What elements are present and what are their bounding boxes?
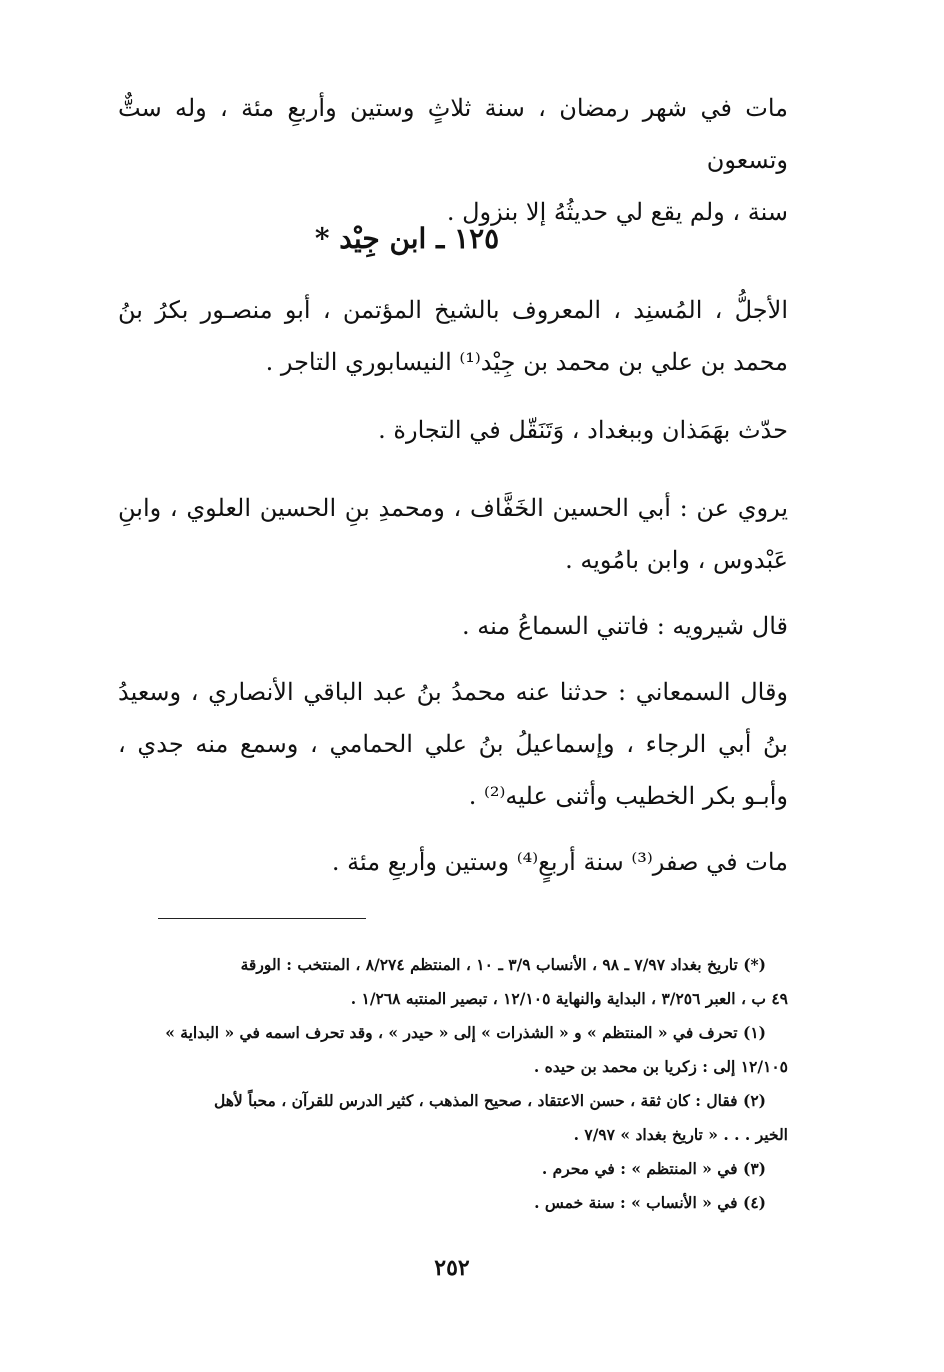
footnote-star-line-1: (*) تاريخ بغداد ٧/٩٧ ـ ٩٨ ، الأنساب ٣/٩ ـ ١٠ ، المنتظم ٨/٢٧٤ ، المنتخب : الورقة bbox=[240, 955, 766, 974]
page-number: ٢٥٢ bbox=[434, 1255, 470, 1281]
footnote-2-line-1: (٢) فقال : كان ثقة ، حسن الاعتقاد ، صحيح المذهب ، كثير الدرس للقرآن ، محباً لأهل bbox=[213, 1091, 766, 1110]
entry-paragraph-4 bbox=[118, 600, 788, 652]
entry-paragraph-2 bbox=[118, 404, 788, 456]
entry-paragraph-1 bbox=[118, 284, 788, 388]
opening-paragraph bbox=[118, 82, 788, 238]
footnote-4: (٤) في « الأنساب » : سنة خمس . bbox=[534, 1193, 766, 1212]
entry-paragraph-3 bbox=[118, 482, 788, 586]
entry-paragraph-2-text: حدّث بهَمَذان وببغداد ، وَتَنَقّل في التجارة . bbox=[378, 416, 788, 444]
footnote-divider bbox=[158, 918, 366, 919]
opening-line-1: مات في شهر رمضان ، سنة ثلاثٍ وستين وأربعِ مئة ، وله ستٌّ وتسعون bbox=[118, 94, 788, 174]
footnote-star-line-2: ٤٩ ب ، العبر ٣/٢٥٦ ، البداية والنهاية ١٢/١٠٥ ، تبصير المنتبه ١/٢٦٨ . bbox=[350, 989, 788, 1008]
entry-paragraph-5-text: وقال السمعاني : حدثنا عنه محمدُ بنُ عبد الباقي الأنصاري ، وسعيدُ بنُ أبي الرجاء ، وإسماعيلُ بنُ علي الحمامي ، وسمع منه جدي ، وأبـو بكر الخطيب وأثنى عليه⁽²⁾ . bbox=[118, 678, 788, 810]
entry-paragraph-5 bbox=[118, 666, 788, 822]
footnote-3: (٣) في « المنتظم » : في محرم . bbox=[541, 1159, 766, 1178]
footnote-2-line-2: الخير . . . « تاريخ بغداد » ٧/٩٧ . bbox=[573, 1125, 788, 1144]
entry-paragraph-4-text: قال شيرويه : فاتني السماعُ منه . bbox=[461, 612, 788, 640]
opening-line-2: سنة ، ولم يقع لي حديثُهُ إلا بنزول . bbox=[446, 198, 788, 226]
footnote-1-line-2: ١٢/١٠٥ إلى : زكريا بن محمد بن حيده . bbox=[533, 1057, 788, 1076]
entry-title: ١٢٥ ـ ابن جِيْد * bbox=[314, 222, 500, 255]
entry-paragraph-1-text: الأجلُّ ، المُسنِد ، المعروف بالشيخ المؤتمن ، أبو منصـور بكرُ بنُ محمد بن علي بن محمد بن جِيْد⁽¹⁾ النيسابوري التاجر . bbox=[118, 296, 788, 376]
entry-paragraph-6-text: مات في صفر⁽³⁾ سنة أربعٍ⁽⁴⁾ وستين وأربعِ مئة . bbox=[331, 848, 788, 876]
footnotes bbox=[118, 948, 788, 1220]
entry-paragraph-3-text: يروي عن : أبي الحسين الخَفَّاف ، ومحمدِ بنِ الحسين العلوي ، وابنِ عَبْدوس ، وابن بامُويه . bbox=[118, 494, 788, 574]
entry-paragraph-6 bbox=[118, 836, 788, 888]
footnote-1-line-1: (١) تحرف في « المنتظم » و « الشذرات » إلى « حيدر » ، وقد تحرف اسمه في « البداية » bbox=[165, 1023, 766, 1042]
